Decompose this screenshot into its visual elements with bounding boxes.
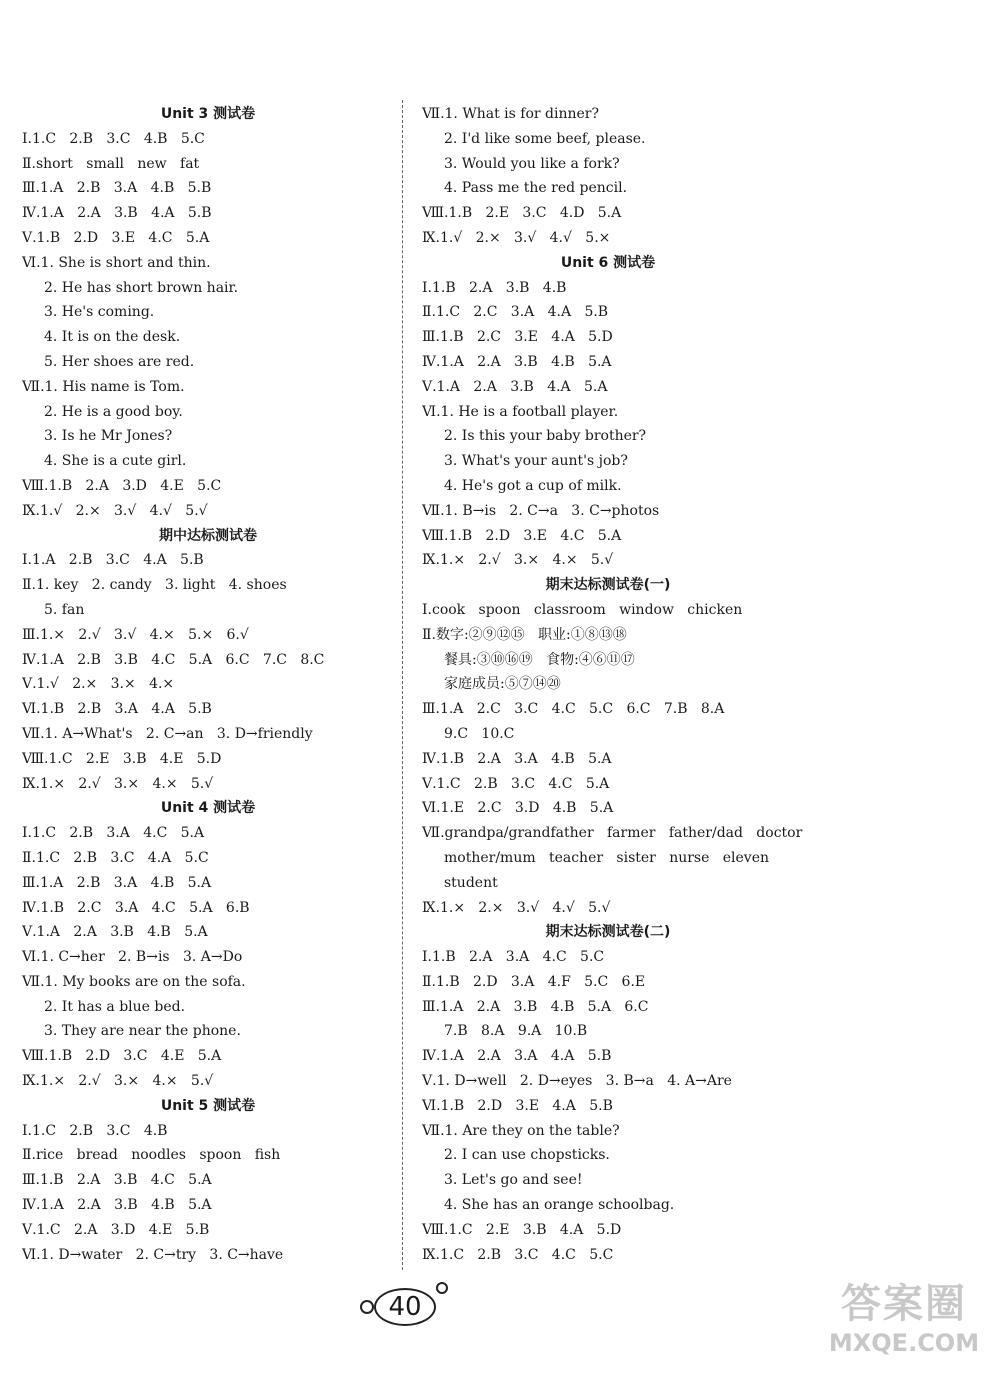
answer-line: Ⅷ.1.B 2.E 3.C 4.D 5.A — [422, 205, 622, 222]
column-divider — [402, 100, 403, 1270]
decorative-bubble — [436, 1282, 448, 1294]
answer-line: Ⅸ.1.× 2.√ 3.× 4.× 5.√ — [22, 775, 214, 792]
answer-line: 4. He's got a cup of milk. — [444, 477, 622, 494]
answer-line: Ⅷ.1.B 2.D 3.E 4.C 5.A — [422, 527, 622, 544]
answer-line: Ⅰ.1.C 2.B 3.C 4.B 5.C — [22, 130, 205, 147]
decorative-bubble — [360, 1300, 374, 1314]
answer-line: Ⅵ.1. C→her 2. B→is 3. A→Do — [22, 949, 243, 966]
answer-line: Ⅳ.1.B 2.C 3.A 4.C 5.A 6.B — [22, 899, 250, 916]
answer-line: 2. I'd like some beef, please. — [444, 130, 646, 147]
answer-line: Ⅰ.1.C 2.B 3.A 4.C 5.A — [22, 825, 205, 842]
answer-line: Ⅲ.1.A 2.B 3.A 4.B 5.B — [22, 180, 212, 197]
answer-line: Ⅰ.1.B 2.A 3.B 4.B — [422, 279, 567, 296]
answer-line: Ⅷ.1.C 2.E 3.B 4.A 5.D — [422, 1221, 622, 1238]
answer-line: Ⅳ.1.B 2.A 3.A 4.B 5.A — [422, 750, 612, 767]
section-heading: 期末达标测试卷(一) — [545, 577, 671, 594]
right-answer-column — [422, 102, 803, 1267]
answer-line: Ⅵ.1. D→water 2. C→try 3. C→have — [22, 1246, 284, 1263]
answer-line: Ⅴ.1.B 2.D 3.E 4.C 5.A — [22, 229, 210, 246]
answer-line: Ⅱ.1. key 2. candy 3. light 4. shoes — [22, 577, 287, 594]
answer-line: 4. Pass me the red pencil. — [444, 180, 628, 197]
answer-line: 2. I can use chopsticks. — [444, 1147, 610, 1164]
answer-line: Ⅲ.1.× 2.√ 3.√ 4.× 5.× 6.√ — [22, 626, 249, 643]
section-heading: Unit 5 测试卷 — [160, 1097, 256, 1114]
answer-line: Ⅸ.1.× 2.√ 3.× 4.× 5.√ — [22, 1073, 214, 1090]
answer-line: 3. What's your aunt's job? — [444, 453, 628, 470]
page-number-badge — [360, 1282, 450, 1332]
answer-line: Ⅷ.1.B 2.A 3.D 4.E 5.C — [22, 477, 222, 494]
answer-line: Ⅱ.数字:②⑨⑫⑮ 职业:①⑧⑬⑱ — [422, 626, 627, 643]
answer-line: Ⅸ.1.× 2.× 3.√ 4.√ 5.√ — [422, 899, 611, 916]
answer-line: Ⅲ.1.A 2.C 3.C 4.C 5.C 6.C 7.B 8.A — [422, 701, 725, 718]
section-heading: Unit 3 测试卷 — [160, 106, 256, 122]
answer-line: Ⅵ.1.B 2.B 3.A 4.A 5.B — [22, 701, 212, 718]
answer-line: 2. He is a good boy. — [44, 403, 183, 420]
answer-line: student — [444, 874, 498, 891]
answer-line: Ⅷ.1.B 2.D 3.C 4.E 5.A — [22, 1048, 222, 1065]
answer-line: Ⅶ.1. My books are on the sofa. — [22, 973, 246, 990]
answer-line: Ⅳ.1.A 2.A 3.B 4.A 5.B — [22, 205, 212, 222]
answer-line: Ⅲ.1.B 2.A 3.B 4.C 5.A — [22, 1172, 212, 1189]
answer-line: Ⅸ.1.× 2.√ 3.× 4.× 5.√ — [422, 552, 614, 569]
section-heading: 期末达标测试卷(二) — [545, 924, 671, 941]
answer-line: Ⅶ.1. B→is 2. C→a 3. C→photos — [422, 502, 660, 519]
answer-line: mother/mum teacher sister nurse eleven — [444, 849, 770, 866]
left-answer-column — [22, 102, 394, 1267]
watermark-url: MXQE.COM — [828, 1329, 980, 1357]
answer-line: 5. fan — [44, 601, 85, 618]
answer-line: 3. They are near the phone. — [44, 1023, 241, 1040]
answer-line: Ⅶ.1. Are they on the table? — [422, 1122, 620, 1139]
answer-line: Ⅵ.1.B 2.D 3.E 4.A 5.B — [422, 1097, 613, 1114]
section-heading: Unit 4 测试卷 — [160, 800, 256, 817]
answer-line: Ⅱ.rice bread noodles spoon fish — [22, 1147, 281, 1164]
answer-line: Ⅴ.1.√ 2.× 3.× 4.× — [22, 676, 175, 693]
answer-line: 4. It is on the desk. — [44, 329, 181, 346]
answer-line: Ⅸ.1.√ 2.× 3.√ 4.√ 5.× — [422, 229, 611, 246]
answer-line: Ⅵ.1. He is a football player. — [422, 403, 619, 420]
answer-line: Ⅶ.1. What is for dinner? — [422, 106, 599, 122]
answer-line: 2. It has a blue bed. — [44, 998, 186, 1015]
section-heading: 期中达标测试卷 — [159, 527, 257, 544]
answer-line: Ⅰ.1.A 2.B 3.C 4.A 5.B — [22, 552, 204, 569]
answer-line: 3. Let's go and see! — [444, 1172, 583, 1189]
answer-line: Ⅷ.1.C 2.E 3.B 4.E 5.D — [22, 750, 222, 767]
answer-line: Ⅴ.1.C 2.A 3.D 4.E 5.B — [22, 1221, 210, 1238]
answer-line: Ⅰ.1.C 2.B 3.C 4.B — [22, 1122, 168, 1139]
answer-line: 9.C 10.C — [444, 725, 515, 742]
answer-line: Ⅸ.1.C 2.B 3.C 4.C 5.C — [422, 1246, 614, 1263]
answer-line: Ⅱ.1.C 2.B 3.C 4.A 5.C — [22, 849, 209, 866]
answer-line: 2. He has short brown hair. — [44, 279, 239, 296]
answer-line: Ⅱ.1.B 2.D 3.A 4.F 5.C 6.E — [422, 973, 646, 990]
answer-line: Ⅴ.1.A 2.A 3.B 4.B 5.A — [22, 924, 208, 941]
answer-line: Ⅳ.1.A 2.B 3.B 4.C 5.A 6.C 7.C 8.C — [22, 651, 325, 668]
answer-line: 4. She has an orange schoolbag. — [444, 1197, 675, 1214]
answer-line: 3. He's coming. — [44, 304, 155, 321]
answer-line: Ⅴ.1. D→well 2. D→eyes 3. B→a 4. A→Are — [422, 1073, 732, 1090]
answer-line: Ⅳ.1.A 2.A 3.B 4.B 5.A — [422, 353, 612, 370]
watermark-logo-text: 答案圈 — [841, 1281, 967, 1327]
page-number: 40 — [374, 1288, 436, 1326]
answer-line: Ⅳ.1.A 2.A 3.B 4.B 5.A — [22, 1197, 212, 1214]
watermark — [814, 1280, 994, 1366]
answer-line: Ⅶ.1. His name is Tom. — [22, 378, 185, 395]
answer-line: Ⅸ.1.√ 2.× 3.√ 4.√ 5.√ — [22, 502, 208, 519]
answer-line: Ⅶ.1. A→What's 2. C→an 3. D→friendly — [22, 725, 313, 742]
answer-line: 5. Her shoes are red. — [44, 353, 195, 370]
answer-line: Ⅴ.1.A 2.A 3.B 4.A 5.A — [422, 378, 608, 395]
answer-line: Ⅵ.1.E 2.C 3.D 4.B 5.A — [422, 800, 614, 817]
answer-line: Ⅲ.1.B 2.C 3.E 4.A 5.D — [422, 329, 613, 346]
answer-line: Ⅱ.1.C 2.C 3.A 4.A 5.B — [422, 304, 609, 321]
answer-line: 2. Is this your baby brother? — [444, 428, 647, 445]
answer-line: 4. She is a cute girl. — [44, 453, 187, 470]
answer-line: Ⅳ.1.A 2.A 3.A 4.A 5.B — [422, 1048, 612, 1065]
answer-line: Ⅰ.cook spoon classroom window chicken — [422, 601, 743, 618]
answer-line: Ⅲ.1.A 2.B 3.A 4.B 5.A — [22, 874, 212, 891]
answer-line: Ⅲ.1.A 2.A 3.B 4.B 5.A 6.C — [422, 998, 649, 1015]
answer-line: Ⅶ.grandpa/grandfather farmer father/dad doctor — [422, 825, 803, 842]
answer-line: Ⅵ.1. She is short and thin. — [22, 254, 211, 271]
answer-line: Ⅱ.short small new fat — [22, 155, 200, 172]
answer-line: 3. Would you like a fork? — [444, 155, 620, 172]
answer-line: 7.B 8.A 9.A 10.B — [444, 1023, 588, 1040]
answer-line: 3. Is he Mr Jones? — [44, 428, 173, 445]
answer-line: 家庭成员:⑤⑦⑭⑳ — [444, 676, 561, 693]
section-heading: Unit 6 测试卷 — [560, 254, 656, 271]
answer-line: Ⅰ.1.B 2.A 3.A 4.C 5.C — [422, 949, 605, 966]
answer-line: 餐具:③⑩⑯⑲ 食物:④⑥⑪⑰ — [444, 651, 635, 668]
answer-line: Ⅴ.1.C 2.B 3.C 4.C 5.A — [422, 775, 610, 792]
